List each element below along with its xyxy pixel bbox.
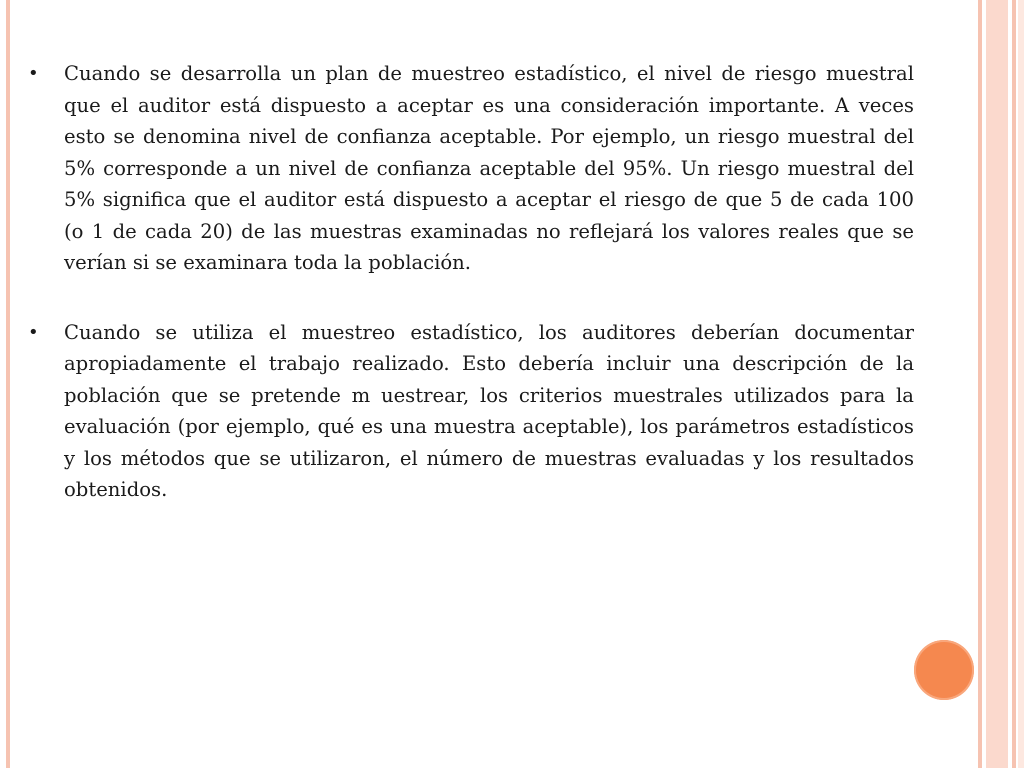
slide-content (24, 58, 914, 544)
right-edge-band (1018, 0, 1024, 768)
right-border-line-inner (978, 0, 982, 768)
bullet-icon: • (28, 63, 39, 84)
bullet-icon: • (28, 321, 39, 343)
bullet-text-risk: Cuando se desarrolla un plan de muestreo estadístico, el nivel de riesgo muestral que el auditor está dispuesto a aceptar es una consideración importante. A veces esto se denomina nivel de confianza aceptable. Por ejemplo, un riesgo muestral del 5% corresponde a un nivel de confianza aceptable del 95%. Un riesgo muestral del 5% significa que el auditor está dispuesto a aceptar el riesgo de que 5 de cada 100 (o 1 de cada 20) de las muestras examinadas no reflejará los valores reales que se verían si se examinara toda la población. (64, 62, 914, 274)
bullet-item-risk (24, 58, 914, 279)
left-border-line (6, 0, 10, 768)
orange-circle-decoration (914, 640, 974, 700)
bullet-text-documentation: Cuando se utiliza el muestreo estadístico, los auditores deberían documentar apropiadamente el trabajo realizado. Esto debería incluir una descripción de la población que se pretende m uestrear, los criterios muestrales utilizados para la evaluación (por ejemplo, qué es una muestra aceptable), los parámetros estadísticos y los métodos que se utilizaron, el número de muestras evaluadas y los resultados obtenidos. (64, 320, 914, 501)
right-border-line-outer (1012, 0, 1016, 768)
bullet-item-documentation (24, 317, 914, 506)
right-border-band (986, 0, 1008, 768)
